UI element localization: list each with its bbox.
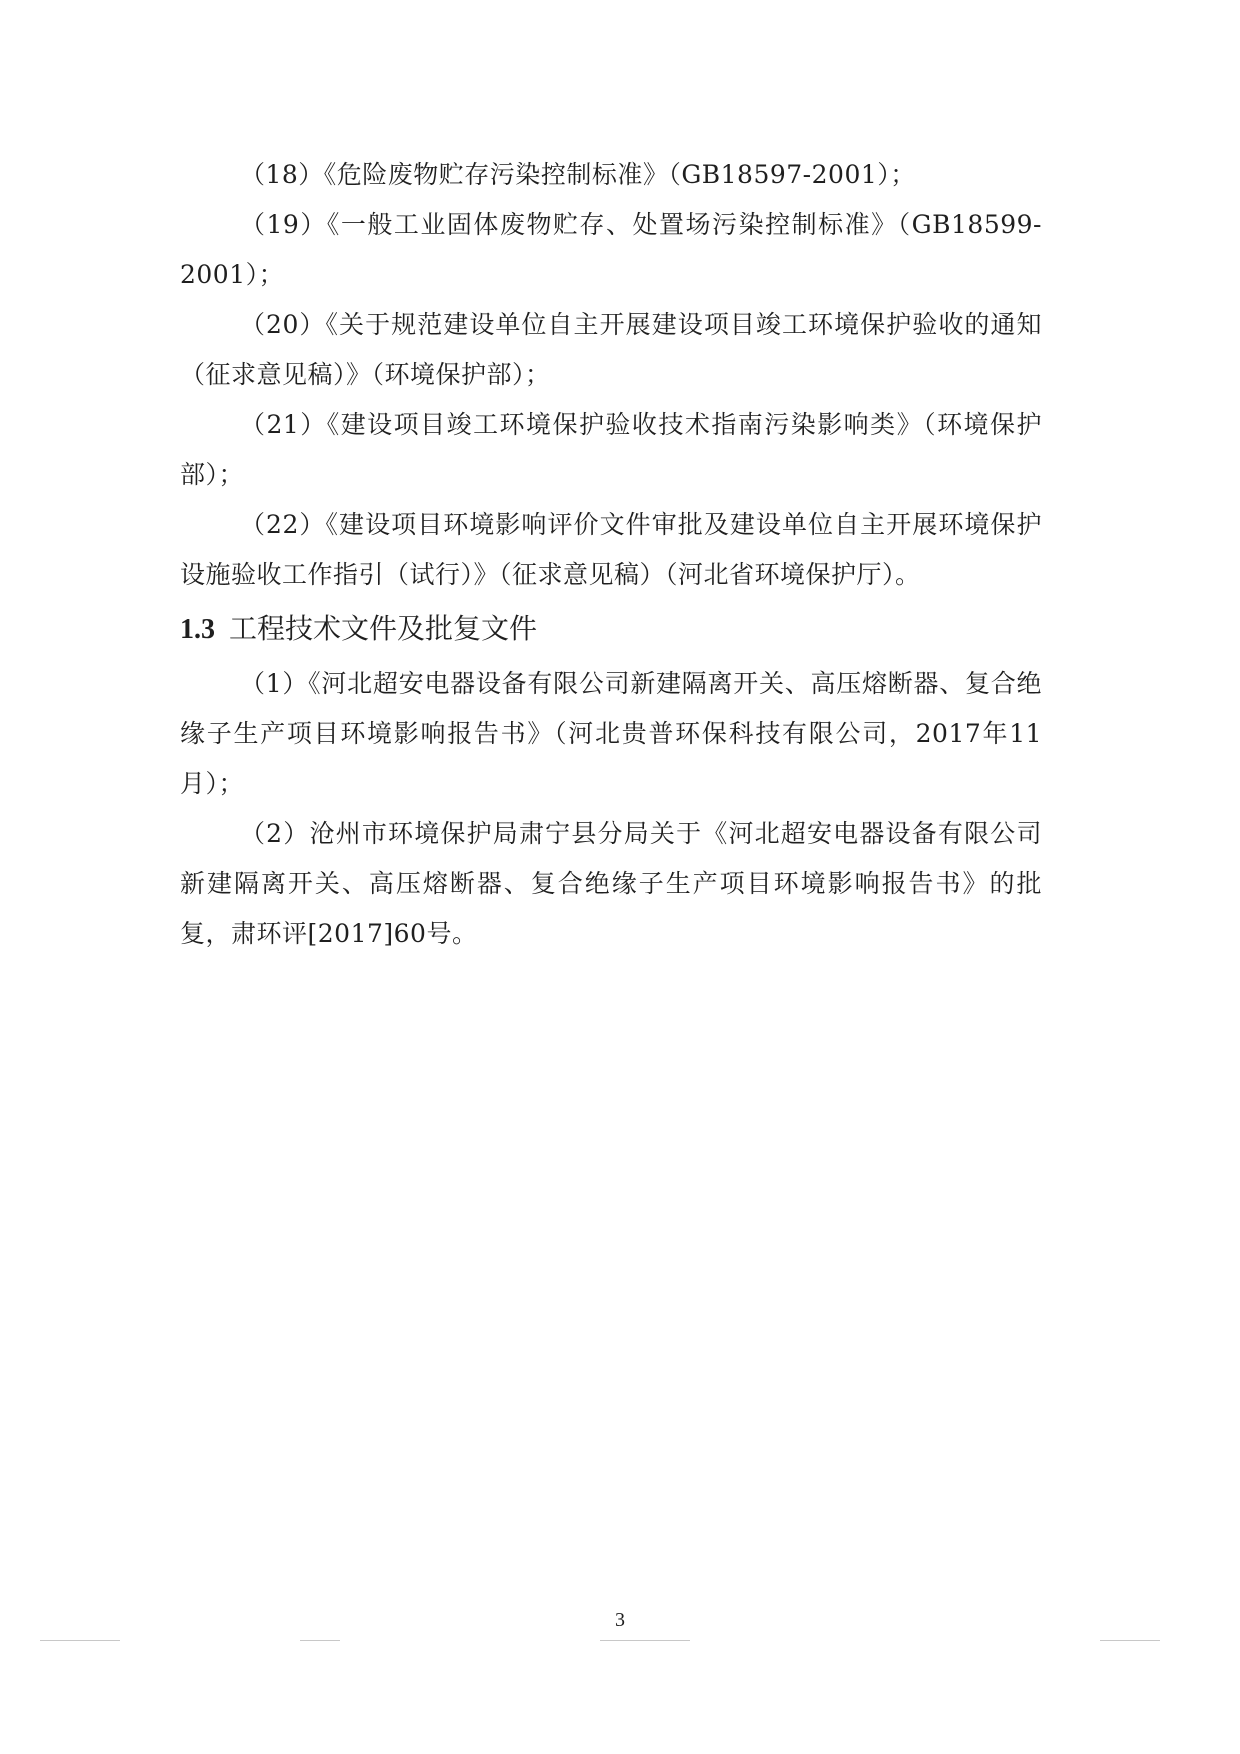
standard-item-19: （19）《一般工业固体废物贮存、处置场污染控制标准》（GB18599-2001）； <box>180 210 1042 289</box>
scan-artifact <box>40 1640 120 1641</box>
page-number: 3 <box>615 1609 625 1631</box>
scan-artifact <box>1100 1640 1160 1641</box>
document-item-2: （2）沧州市环境保护局肃宁县分局关于《河北超安电器设备有限公司新建隔离开关、高压熔断器、复合绝缘子生产项目环境影响报告书》的批复，肃环评[2017]60号。 <box>180 819 1042 948</box>
section-heading <box>180 604 1042 655</box>
standard-item-21: （21）《建设项目竣工环境保护验收技术指南污染影响类》（环境保护部）； <box>180 410 1042 489</box>
section-number: 1.3 <box>180 614 215 645</box>
scan-artifact <box>600 1640 690 1641</box>
page-content <box>180 150 1042 959</box>
document-item-1: （1）《河北超安电器设备有限公司新建隔离开关、高压熔断器、复合绝缘子生产项目环境影响报告书》（河北贵普环保科技有限公司，2017年11月）； <box>180 669 1042 798</box>
scan-artifact <box>300 1640 340 1641</box>
standard-item-18: （18）《危险废物贮存污染控制标准》（GB18597-2001）； <box>240 160 916 189</box>
section-title: 工程技术文件及批复文件 <box>229 612 538 645</box>
standard-item-20: （20）《关于规范建设单位自主开展建设项目竣工环境保护验收的通知（征求意见稿）》（环境保护部）； <box>180 310 1042 389</box>
standard-item-22: （22）《建设项目环境影响评价文件审批及建设单位自主开展环境保护设施验收工作指引（试行）》（征求意见稿）（河北省环境保护厅）。 <box>180 510 1042 589</box>
